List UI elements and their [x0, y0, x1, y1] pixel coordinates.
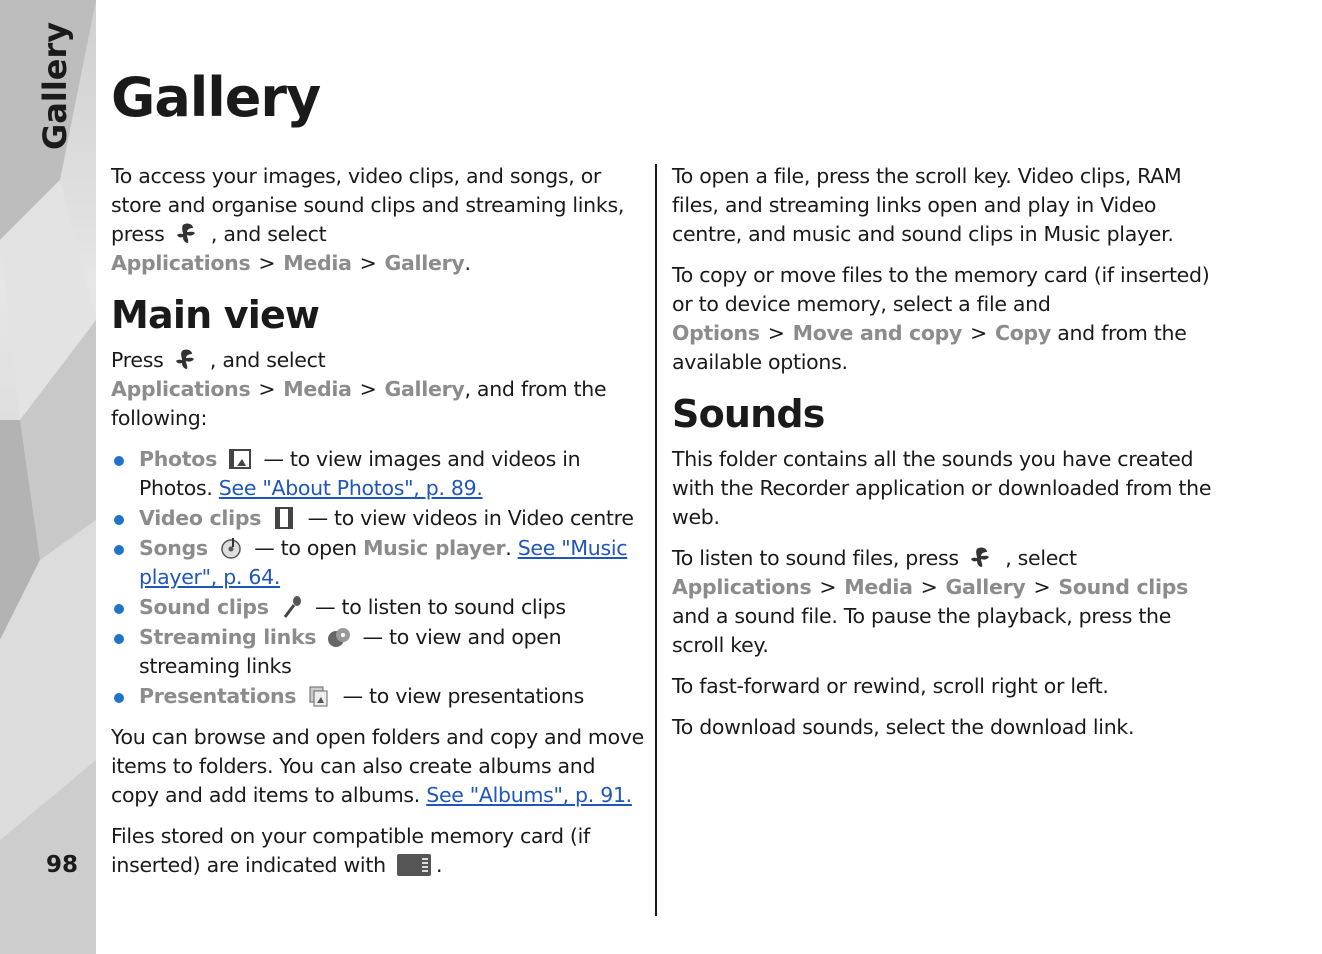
section-title-vertical: Gallery: [36, 21, 74, 150]
right-column: [672, 162, 1212, 754]
menu-key-icon: [969, 545, 995, 571]
browse-paragraph: You can browse and open folders and copy and move items to folders. You can also create albums and copy and add items to albums. See "Albums", p. 91.: [111, 725, 644, 807]
menu-path-gallery: Gallery: [384, 251, 465, 275]
list-item: Sound clips — to listen to sound clips: [111, 593, 647, 622]
list-item: Presentations — to view presentations: [111, 682, 647, 711]
menu-path-applications: Applications: [111, 251, 251, 275]
gallery-folder-list: [111, 445, 647, 711]
fast-forward-paragraph: To fast-forward or rewind, scroll right or left.: [672, 674, 1109, 698]
download-paragraph: To download sounds, select the download link.: [672, 715, 1135, 739]
main-view-paragraph: Press , and select Applications > Media > Gallery, and from the following:: [111, 348, 607, 430]
memory-card-paragraph: Files stored on your compatible memory card (if inserted) are indicated with .: [111, 824, 590, 877]
intro-paragraph: To access your images, video clips, and songs, or store and organise sound clips and streaming links, press , and select Applications > Media > Gallery.: [111, 164, 625, 275]
list-item: Photos — to view images and videos in Photos. See "About Photos", p. 89.: [111, 445, 647, 503]
list-item: Songs — to open Music player. See "Music player", p. 64.: [111, 534, 647, 592]
link-albums[interactable]: See "Albums", p. 91.: [426, 783, 632, 807]
page-title: Gallery: [111, 66, 321, 129]
photos-icon: [227, 446, 253, 472]
sounds-folder-paragraph: This folder contains all the sounds you have created with the Recorder application or downloaded from the web.: [672, 447, 1212, 529]
copy-move-paragraph: To copy or move files to the memory card (if inserted) or to device memory, select a file and Options > Move and copy > Copy and from the available options.: [672, 263, 1210, 374]
menu-key-icon: [175, 221, 201, 247]
sounds-heading: Sounds: [672, 392, 825, 436]
list-item: Video clips — to view videos in Video centre: [111, 504, 647, 533]
link-music-player[interactable]: See "Music player", p. 64.: [139, 536, 628, 589]
songs-icon: [218, 535, 244, 561]
link-about-photos[interactable]: See "About Photos", p. 89.: [218, 476, 483, 500]
column-divider: [655, 164, 657, 916]
memory-card-icon: [396, 852, 432, 878]
listen-paragraph: To listen to sound files, press , select Applications > Media > Gallery > Sound clips and a sound file. To pause the playback, press the scroll key.: [672, 546, 1189, 657]
list-item: Streaming links — to view and open streaming links: [111, 623, 647, 681]
sound-clips-icon: [279, 594, 305, 620]
presentations-icon: [306, 683, 332, 709]
menu-path-media: Media: [283, 251, 352, 275]
page-number: 98: [46, 852, 79, 878]
left-column: [111, 162, 647, 892]
main-view-heading: Main view: [111, 293, 320, 337]
streaming-links-icon: [326, 624, 352, 650]
menu-key-icon: [174, 347, 200, 373]
open-file-paragraph: To open a file, press the scroll key. Video clips, RAM files, and streaming links open and play in Video centre, and music and sound clips in Music player.: [672, 164, 1182, 246]
sidebar: [0, 0, 96, 954]
video-clips-icon: [271, 505, 297, 531]
